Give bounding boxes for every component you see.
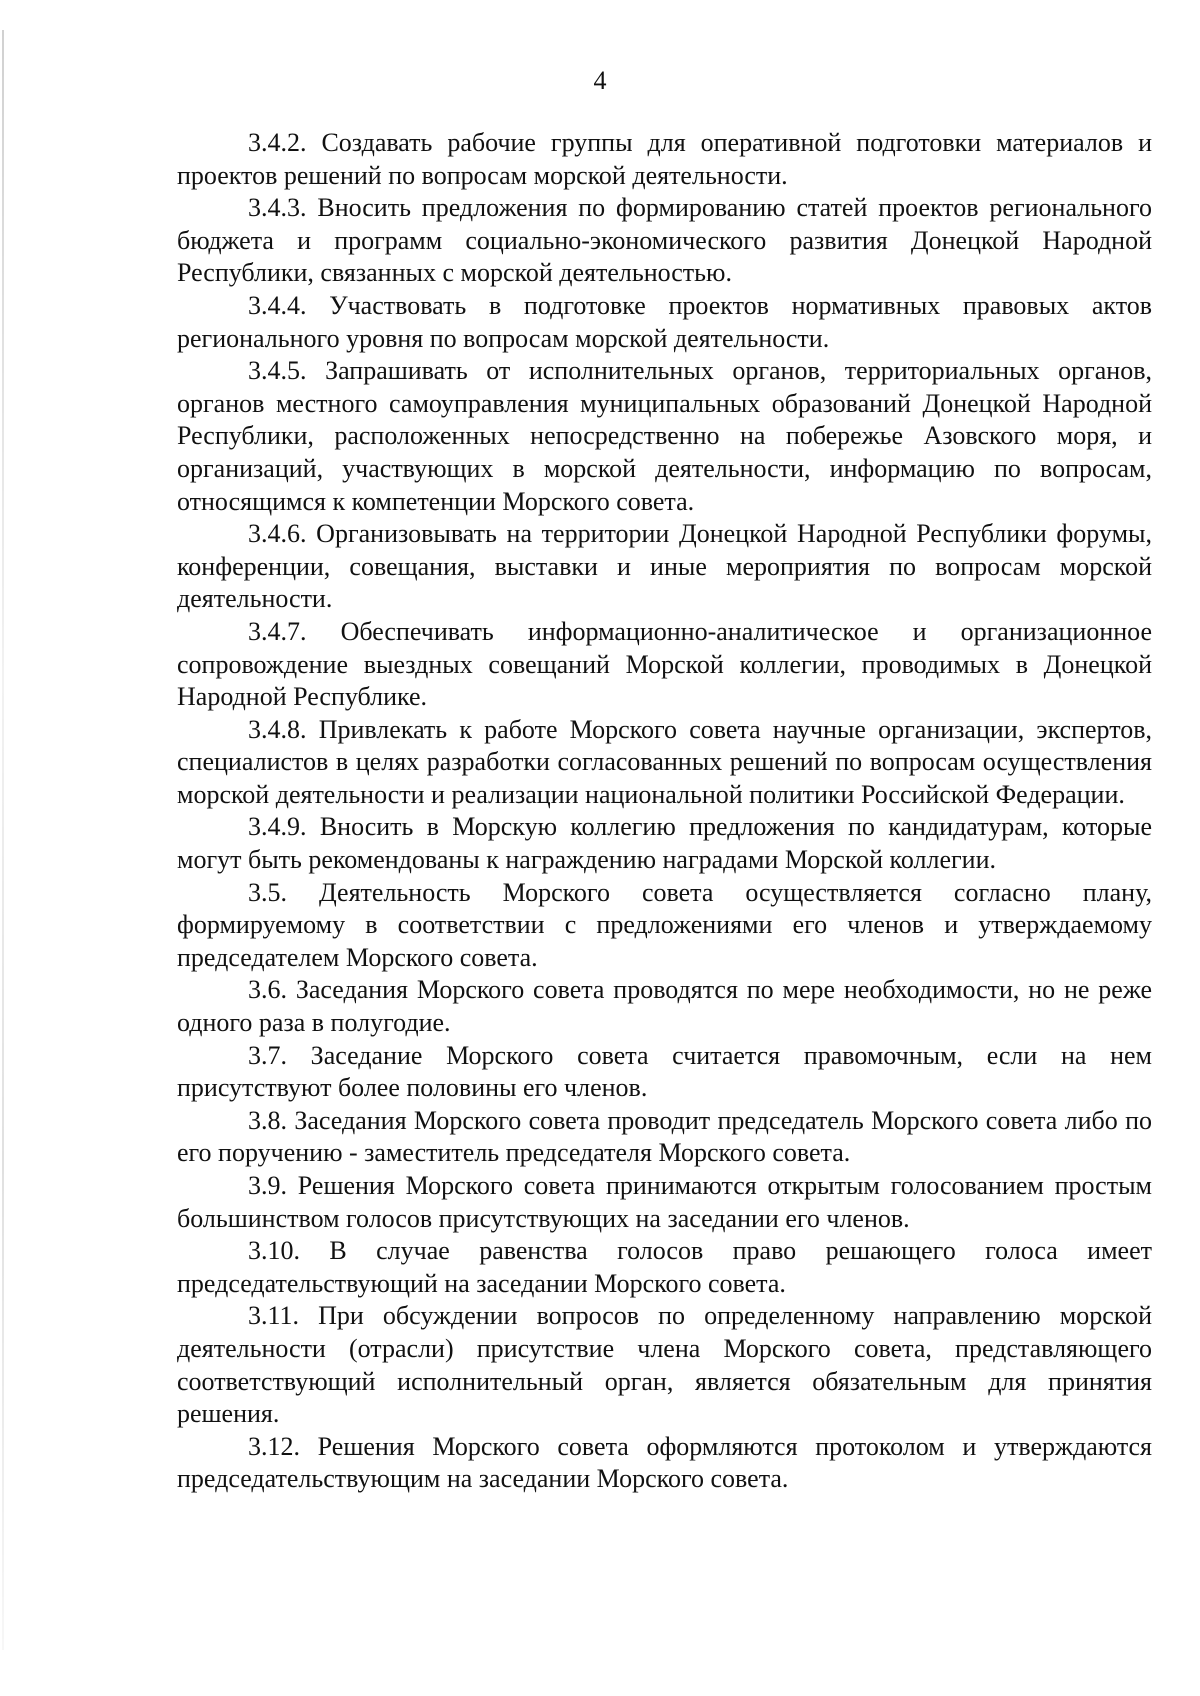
paragraph-3-5: 3.5. Деятельность Морского совета осуществляется согласно плану, формируемому в соответствии с предложениями его членов и утверждаемому председателем Морского совета. [177,877,1152,972]
page-number: 4 [593,66,607,95]
paragraph-3-4-9: 3.4.9. Вносить в Морскую коллегию предложения по кандидатурам, которые могут быть рекомендованы к награждению наградами Морской коллегии. [177,812,1152,875]
paragraph-3-4-4: 3.4.4. Участвовать в подготовке проектов нормативных правовых актов регионального уровня по вопросам морской деятельности. [177,290,1152,353]
paragraph-3-4-3: 3.4.3. Вносить предложения по формированию статей проектов регионального бюджета и программ социально-экономического развития Донецкой Народной Республики, связанных с морской деятельностью. [177,193,1152,288]
paragraph-3-6: 3.6. Заседания Морского совета проводятся по мере необходимости, но не реже одного раза в полугодие. [177,975,1152,1038]
paragraph-3-4-7: 3.4.7. Обеспечивать информационно-аналитическое и организационное сопровождение выездных совещаний Морской коллегии, проводимых в Донецкой Народной Республике. [177,616,1152,712]
paragraph-3-7: 3.7. Заседание Морского совета считается правомочным, если на нем присутствуют более половины его членов. [177,1040,1152,1103]
paragraph-3-12: 3.12. Решения Морского совета оформляются протоколом и утверждаются председательствующим на заседании Морского совета. [177,1431,1152,1494]
paragraph-3-11: 3.11. При обсуждении вопросов по определенному направлению морской деятельности (отрасли) присутствие члена Морского совета, представляющего соответствующий исполнительный орган, является обязательным для принятия решения. [177,1301,1152,1429]
paragraph-3-4-8: 3.4.8. Привлекать к работе Морского совета научные организации, экспертов, специалистов в целях разработки согласованных решений по вопросам осуществления морской деятельности и реализации национальной политики Российской Федерации. [177,714,1152,809]
document-body [177,127,1152,1496]
paragraph-3-8: 3.8. Заседания Морского совета проводит председатель Морского совета либо по его поручению - заместитель председателя Морского совета. [177,1105,1152,1168]
scan-edge-shadow [2,30,4,1650]
paragraph-3-4-5: 3.4.5. Запрашивать от исполнительных органов, территориальных органов, органов местного самоуправления муниципальных образований Донецкой Народной Республики, расположенных непосредственно на побережье Азовского моря, и организаций, участвующих в морской деятельности, информацию по вопросам, относящимся к компетенции Морского совета. [177,356,1152,516]
paragraph-3-4-6: 3.4.6. Организовывать на территории Донецкой Народной Республики форумы, конференции, совещания, выставки и иные мероприятия по вопросам морской деятельности. [177,519,1152,614]
paragraph-3-10: 3.10. В случае равенства голосов право решающего голоса имеет председательствующий на заседании Морского совета. [177,1236,1152,1298]
paragraph-3-9: 3.9. Решения Морского совета принимаются открытым голосованием простым большинством голосов присутствующих на заседании его членов. [177,1171,1152,1233]
paragraph-3-4-2: 3.4.2. Создавать рабочие группы для оперативной подготовки материалов и проектов решений по вопросам морской деятельности. [177,128,1152,190]
